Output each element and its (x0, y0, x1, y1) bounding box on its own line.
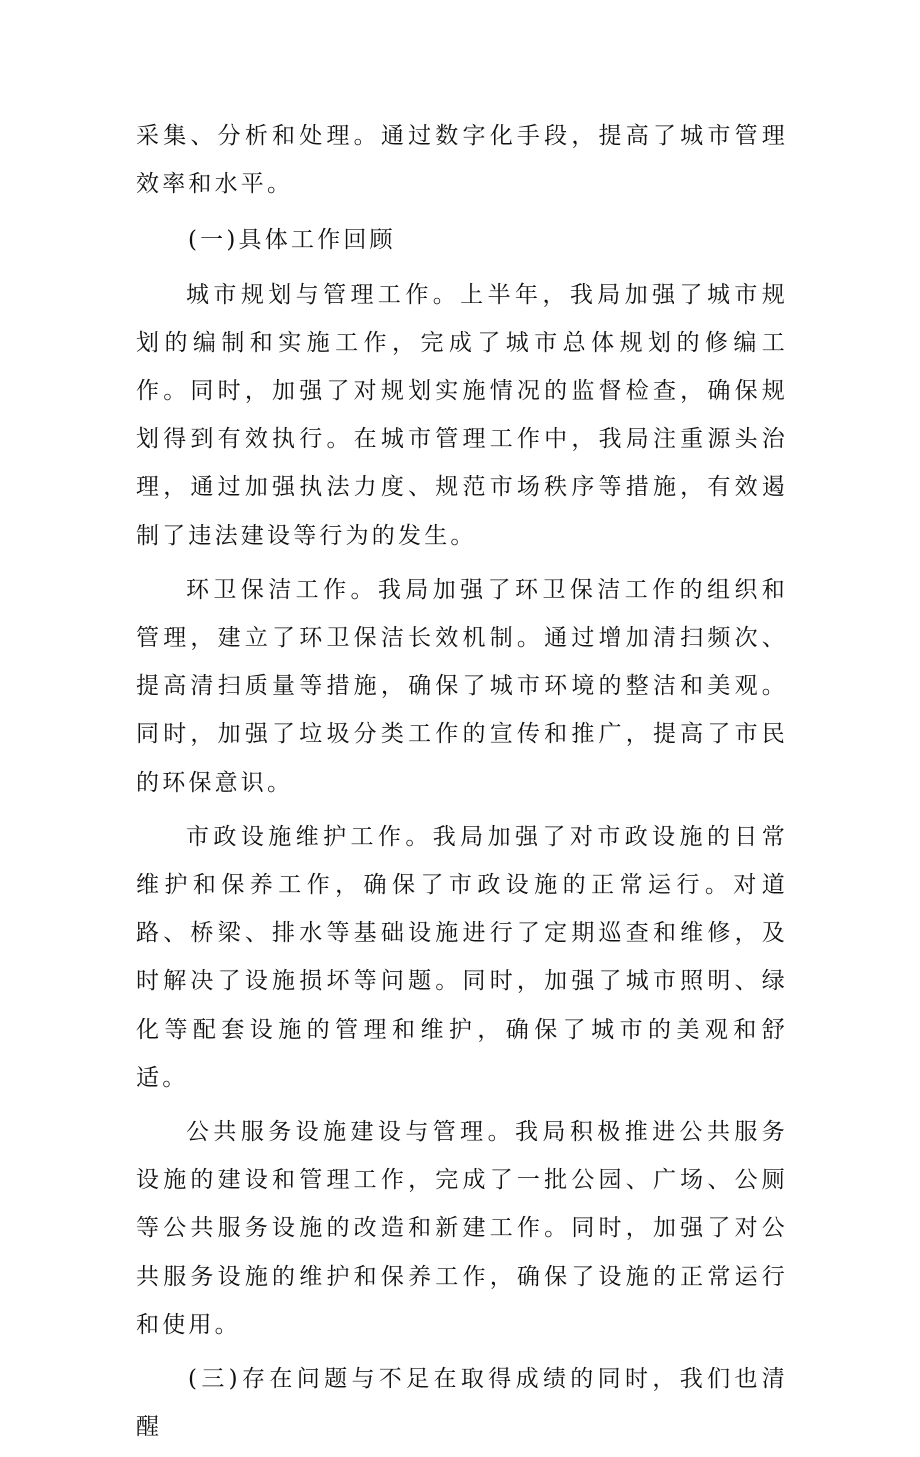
document-body (136, 112, 788, 1457)
paragraph-public-services: 公共服务设施建设与管理。我局积极推进公共服务设施的建设和管理工作，完成了一批公园、广场、公厕等公共服务设施的改造和新建工作。同时，加强了对公共服务设施的维护和保养工作，确保了设施的正常运行和使用。 (136, 1119, 788, 1338)
paragraph-continuation: 采集、分析和处理。通过数字化手段，提高了城市管理效率和水平。 (136, 123, 788, 198)
paragraph-sanitation: 环卫保洁工作。我局加强了环卫保洁工作的组织和管理，建立了环卫保洁长效机制。通过增加清扫频次、提高清扫质量等措施，确保了城市环境的整洁和美观。同时，加强了垃圾分类工作的宣传和推广，提高了市民的环保意识。 (136, 576, 788, 796)
paragraph-municipal-facilities: 市政设施维护工作。我局加强了对市政设施的日常维护和保养工作，确保了市政设施的正常运行。对道路、桥梁、排水等基础设施进行了定期巡查和维修，及时解决了设施损坏等问题。同时，加强了城市照明、绿化等配套设施的管理和维护，确保了城市的美观和舒适。 (136, 823, 788, 1091)
section-heading-problems: (三)存在问题与不足在取得成绩的同时，我们也清醒 (136, 1366, 788, 1441)
paragraph-urban-planning: 城市规划与管理工作。上半年，我局加强了城市规划的编制和实施工作，完成了城市总体规划的修编工作。同时，加强了对规划实施情况的监督检查，确保规划得到有效执行。在城市管理工作中，我局注重源头治理，通过加强执法力度、规范市场秩序等措施，有效遏制了违法建设等行为的发生。 (136, 281, 788, 549)
section-heading-work-review: (一)具体工作回顾 (188, 227, 396, 254)
